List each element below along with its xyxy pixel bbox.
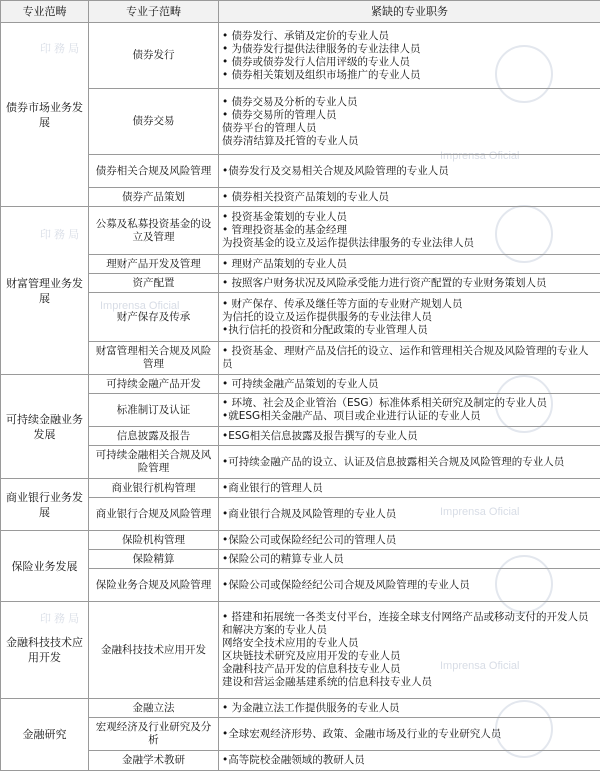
duty-item: •全球宏观经济形势、政策、金融市场及行业的专业研究人员	[222, 727, 502, 740]
subcategory-cell: 金融立法	[89, 699, 219, 718]
duty-item: 区块链技术研究及应用开发的专业人员	[222, 650, 401, 662]
subcategory-cell: 债券交易	[89, 89, 219, 155]
subcategory-cell: 金融学术教研	[89, 751, 219, 771]
header-row	[1, 1, 600, 23]
watermark-text: Imprensa Oficial	[440, 150, 520, 162]
subcategory-cell: 金融科技技术应用开发	[89, 602, 219, 699]
category-cell: 财富管理业务发展	[1, 207, 89, 375]
category-cell: 金融科技技术应用开发	[1, 602, 89, 699]
duty-item: 金融科技产品开发的信息科技专业人员	[222, 663, 401, 675]
duties-cell	[219, 207, 600, 255]
duty-item: • 债券相关投资产品策划的专业人员	[222, 190, 390, 203]
subcategory-cell: 信息披露及报告	[89, 427, 219, 446]
duty-item: • 债券或债券发行人信用评级的专业人员	[222, 55, 411, 68]
table-row	[1, 479, 600, 498]
duties-cell	[219, 23, 600, 89]
category-cell: 可持续金融业务发展	[1, 375, 89, 479]
duty-item: • 为债券发行提供法律服务的专业法律人员	[222, 42, 421, 55]
duties-cell	[219, 375, 600, 394]
watermark-text: 印 務 局	[40, 43, 80, 55]
header-category: 专业范畴	[1, 1, 89, 23]
duty-item: •商业银行的管理人员	[222, 481, 323, 494]
subcategory-cell: 财产保存及传承	[89, 293, 219, 342]
table-row	[1, 207, 600, 255]
subcategory-cell: 商业银行合规及风险管理	[89, 498, 219, 531]
duty-item: • 搭建和拓展统一各类支付平台，连接全球支付网络产品或移动支付的开发人员和解决方案的专业人员	[222, 611, 589, 636]
table-row	[1, 188, 600, 207]
duties-cell	[219, 89, 600, 155]
duties-cell	[219, 479, 600, 498]
duty-item: • 按照客户财务状况及风险承受能力进行资产配置的专业财务策划人员	[222, 276, 547, 289]
watermark-text: 印 務 局	[40, 229, 80, 241]
table-row	[1, 342, 600, 375]
table-row	[1, 293, 600, 342]
subcategory-cell: 债券相关合规及风险管理	[89, 155, 219, 188]
duties-cell	[219, 342, 600, 375]
duty-item: •ESG相关信息披露及报告撰写的专业人员	[222, 429, 418, 442]
duty-item: 债券平台的管理人员	[222, 121, 317, 134]
subcategory-cell: 可持续金融产品开发	[89, 375, 219, 394]
watermark-text: Imprensa Oficial	[440, 506, 520, 518]
table-row	[1, 718, 600, 751]
header-duties: 紧缺的专业职务	[219, 1, 600, 23]
duty-item: • 环境、社会及企业管治（ESG）标准体系相关研究及制定的专业人员	[222, 397, 547, 409]
duties-cell	[219, 274, 600, 293]
duties-cell	[219, 699, 600, 718]
table-row	[1, 550, 600, 569]
duties-cell	[219, 446, 600, 479]
duty-item: •债券发行及交易相关合规及风险管理的专业人员	[222, 164, 449, 177]
duty-item: •保险公司的精算专业人员	[222, 552, 344, 565]
duties-cell	[219, 255, 600, 274]
category-cell: 商业银行业务发展	[1, 479, 89, 531]
duty-item: •商业银行合规及风险管理的专业人员	[222, 507, 397, 520]
table-row	[1, 427, 600, 446]
subcategory-cell: 公募及私募投资基金的设立及管理	[89, 207, 219, 255]
duties-cell	[219, 751, 600, 771]
duties-cell	[219, 293, 600, 342]
duty-item: • 债券交易及分析的专业人员	[222, 95, 358, 108]
duty-item: •可持续金融产品的设立、认证及信息披露相关合规及风险管理的专业人员	[222, 455, 565, 468]
subcategory-cell: 保险业务合规及风险管理	[89, 569, 219, 602]
duties-cell	[219, 498, 600, 531]
duty-item: •高等院校金融领域的教研人员	[222, 754, 365, 766]
duties-cell	[219, 427, 600, 446]
table-row	[1, 155, 600, 188]
duty-item: • 可持续金融产品策划的专业人员	[222, 377, 379, 390]
duty-item: • 债券发行、承销及定价的专业人员	[222, 29, 390, 42]
subcategory-cell: 资产配置	[89, 274, 219, 293]
duty-item: • 管理投资基金的基金经理	[222, 224, 348, 236]
duty-item: •就ESG相关金融产品、项目或企业进行认证的专业人员	[222, 410, 481, 422]
duty-item: • 财产保存、传承及继任等方面的专业财产规划人员	[222, 297, 463, 310]
subcategory-cell: 可持续金融相关合规及风险管理	[89, 446, 219, 479]
table-row	[1, 89, 600, 155]
watermark-text: Imprensa Oficial	[100, 300, 180, 312]
table-row	[1, 602, 600, 699]
duty-item: • 投资基金策划的专业人员	[222, 211, 348, 223]
table-row	[1, 375, 600, 394]
watermark-text: Imprensa Oficial	[440, 660, 520, 672]
duty-item: • 投资基金、理财产品及信托的设立、运作和管理相关合规及风险管理的专业人员	[222, 345, 589, 370]
duties-cell	[219, 569, 600, 602]
table-row	[1, 274, 600, 293]
subcategory-cell: 债券发行	[89, 23, 219, 89]
subcategory-cell: 理财产品开发及管理	[89, 255, 219, 274]
table-row	[1, 569, 600, 602]
table-row	[1, 498, 600, 531]
duties-cell	[219, 394, 600, 427]
table-row	[1, 751, 600, 771]
category-cell: 债券市场业务发展	[1, 23, 89, 207]
watermark-text: 印 務 局	[40, 613, 80, 625]
table-body	[1, 23, 600, 771]
duty-item: •保险公司或保险经纪公司的管理人员	[222, 533, 397, 546]
duty-item: 网络安全技术应用的专业人员	[222, 637, 359, 649]
subcategory-cell: 商业银行机构管理	[89, 479, 219, 498]
table-row	[1, 255, 600, 274]
table-row	[1, 23, 600, 89]
duty-item: • 债券相关策划及组织市场推广的专业人员	[222, 68, 421, 81]
duty-item: •执行信托的投资和分配政策的专业管理人员	[222, 323, 428, 336]
duty-item: • 为金融立法工作提供服务的专业人员	[222, 701, 400, 714]
duties-cell	[219, 531, 600, 550]
table-row	[1, 446, 600, 479]
duty-item: • 债券交易所的管理人员	[222, 108, 337, 121]
category-cell: 金融研究	[1, 699, 89, 771]
duties-cell	[219, 718, 600, 751]
subcategory-cell: 财富管理相关合规及风险管理	[89, 342, 219, 375]
subcategory-cell: 保险机构管理	[89, 531, 219, 550]
table-row	[1, 699, 600, 718]
duty-item: •保险公司或保险经纪公司合规及风险管理的专业人员	[222, 578, 470, 591]
subcategory-cell: 保险精算	[89, 550, 219, 569]
duties-cell	[219, 602, 600, 699]
subcategory-cell: 债券产品策划	[89, 188, 219, 207]
table-row	[1, 531, 600, 550]
duties-cell	[219, 550, 600, 569]
subcategory-cell: 标准制订及认证	[89, 394, 219, 427]
duty-item: 为投资基金的设立及运作提供法律服务的专业法律人员	[222, 237, 474, 249]
duty-item: 为信托的设立及运作提供服务的专业法律人员	[222, 310, 432, 323]
table-row	[1, 394, 600, 427]
duties-cell	[219, 155, 600, 188]
duty-item: 债券清结算及托管的专业人员	[222, 134, 359, 147]
duty-item: • 理财产品策划的专业人员	[222, 257, 348, 270]
subcategory-cell: 宏观经济及行业研究及分析	[89, 718, 219, 751]
duty-item: 建设和营运金融基建系统的信息科技专业人员	[222, 676, 432, 688]
category-cell: 保险业务发展	[1, 531, 89, 602]
duties-cell	[219, 188, 600, 207]
header-subcategory: 专业子范畴	[89, 1, 219, 23]
